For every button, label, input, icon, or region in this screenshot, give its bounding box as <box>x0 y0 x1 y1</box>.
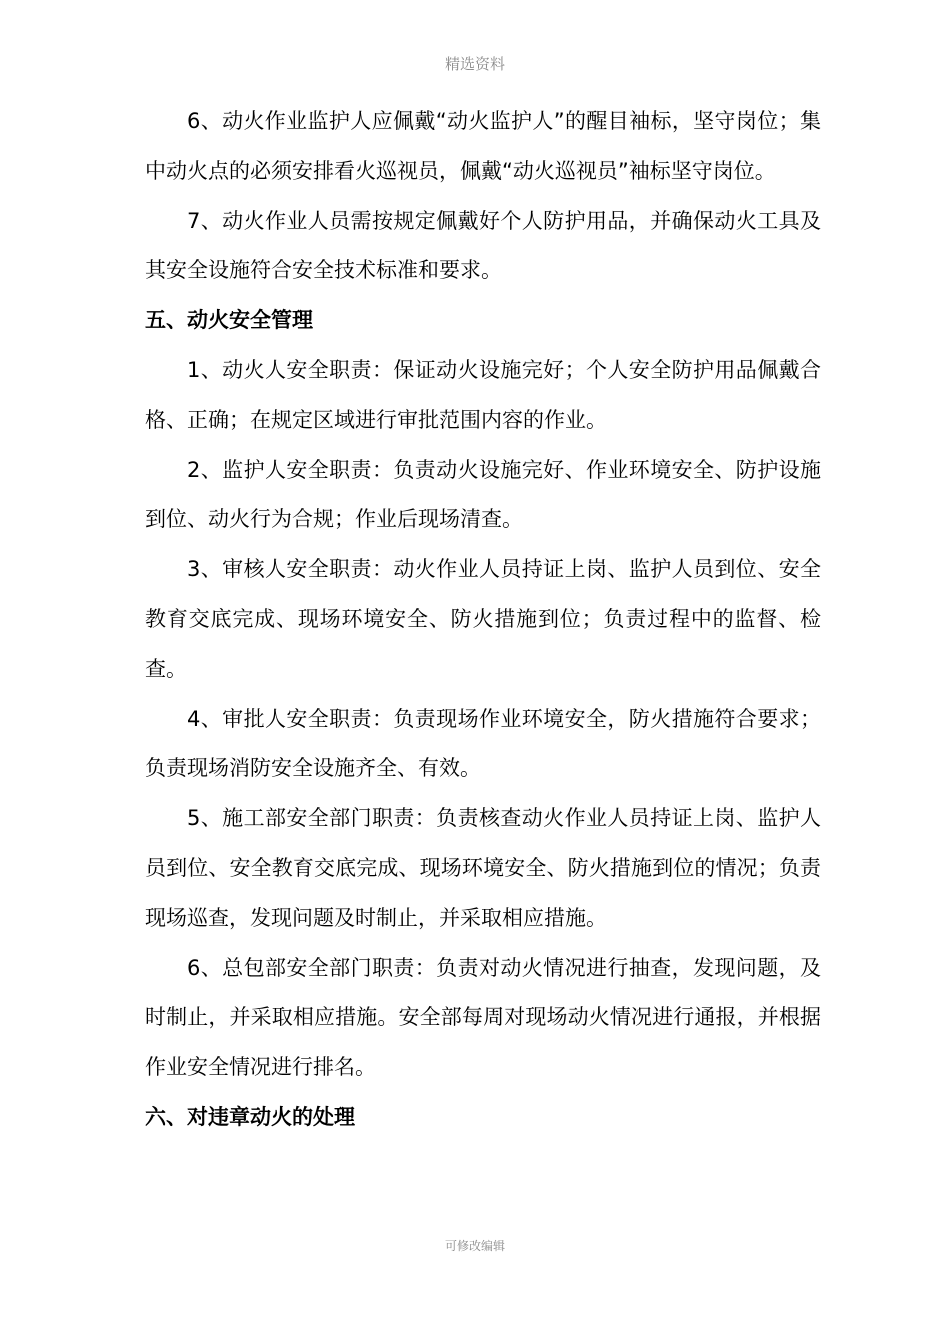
section-heading-6: 六、对违章动火的处理 <box>145 1104 355 1129</box>
paragraph-operator-duties: 1、动火人安全职责：保证动火设施完好；个人安全防护用品佩戴合格、正确；在规定区域进行审批范围内容的作业。 <box>145 357 821 432</box>
paragraph-construction-dept-duties: 5、施工部安全部门职责：负责核查动火作业人员持证上岗、监护人员到位、安全教育交底完成、现场环境安全、防火措施到位的情况；负责现场巡查，发现问题及时制止，并采取相应措施。 <box>145 806 821 930</box>
paragraph-item-6-monitor-armband: 6、动火作业监护人应佩戴“动火监护人”的醒目袖标，坚守岗位；集中动火点的必须安排看火巡视员，佩戴“动火巡视员”袖标坚守岗位。 <box>145 109 821 183</box>
paragraph-general-contractor-duties: 6、总包部安全部门职责：负责对动火情况进行抽查，发现问题，及时制止，并采取相应措施。安全部每周对现场动火情况进行通报，并根据作业安全情况进行排名。 <box>145 955 821 1080</box>
paragraph-reviewer-duties: 3、审核人安全职责：动火作业人员持证上岗、监护人员到位、安全教育交底完成、现场环境安全、防火措施到位；负责过程中的监督、检查。 <box>145 557 821 681</box>
page-footer: 可修改编辑 <box>444 1239 505 1253</box>
paragraph-monitor-duties: 2、监护人安全职责：负责动火设施完好、作业环境安全、防护设施到位、动火行为合规；作业后现场清查。 <box>145 457 821 532</box>
section-heading-5: 五、动火安全管理 <box>145 308 313 333</box>
page-header: 精选资料 <box>444 55 505 73</box>
paragraph-approver-duties: 4、审批人安全职责：负责现场作业环境安全，防火措施符合要求；负责现场消防安全设施齐全、有效。 <box>145 706 821 781</box>
document-body <box>145 97 821 1143</box>
paragraph-item-7-protective-equipment: 7、动火作业人员需按规定佩戴好个人防护用品，并确保动火工具及其安全设施符合安全技术标准和要求。 <box>145 208 821 283</box>
